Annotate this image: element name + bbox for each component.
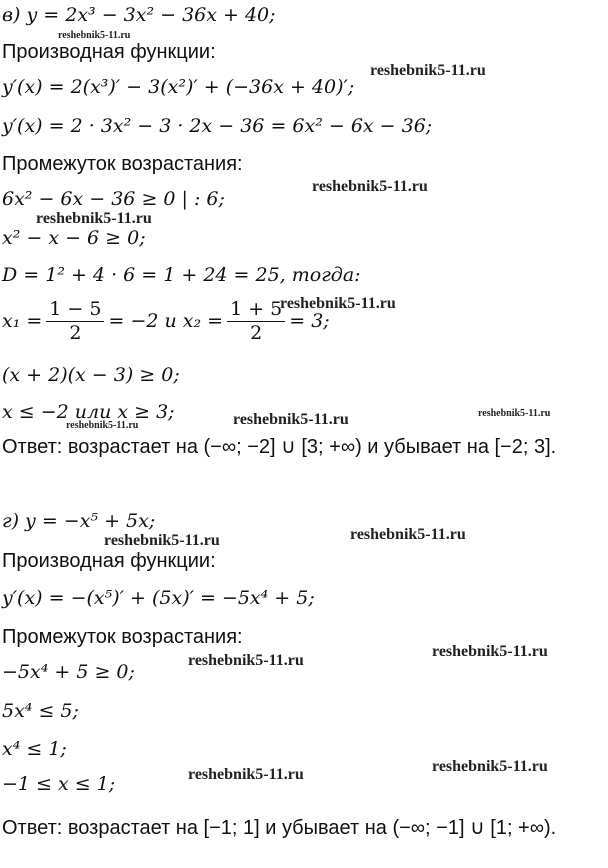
x1-label: x₁ = xyxy=(2,310,43,332)
x1-fraction xyxy=(46,300,104,343)
watermark: reshebnik5-11.ru xyxy=(432,758,548,775)
part-g-inequality-3: x⁴ ≤ 1; xyxy=(2,738,67,760)
watermark: reshebnik5-11.ru xyxy=(58,30,131,41)
watermark: reshebnik5-11.ru xyxy=(188,766,304,783)
part-g-inequality-2: 5x⁴ ≤ 5; xyxy=(2,700,79,722)
part-v-answer: Ответ: возрастает на (−∞; −2] ∪ [3; +∞) и убывает на [−2; 3]. xyxy=(2,436,557,458)
part-v-inequality-1: 6x² − 6x − 36 ≥ 0 | : 6; xyxy=(2,188,225,210)
part-v-inequality-2: x² − x − 6 ≥ 0; xyxy=(2,227,146,249)
part-v-title: в) y = 2x³ − 3x² − 36x + 40; xyxy=(2,4,276,26)
watermark: reshebnik5-11.ru xyxy=(350,526,466,543)
part-v-factored: (x + 2)(x − 3) ≥ 0; xyxy=(2,364,180,386)
part-g-derivative-line-1: y′(x) = −(x⁵)′ + (5x)′ = −5x⁴ + 5; xyxy=(2,587,315,609)
part-v-increase-heading: Промежуток возрастания: xyxy=(2,153,243,175)
watermark: reshebnik5-11.ru xyxy=(188,652,304,669)
x1-denominator: 2 xyxy=(69,322,82,344)
watermark: reshebnik5-11.ru xyxy=(36,210,152,227)
watermark: reshebnik5-11.ru xyxy=(280,295,396,312)
x1-numerator: 1 − 5 xyxy=(49,298,102,320)
watermark: reshebnik5-11.ru xyxy=(432,643,548,660)
x2-numerator: 1 + 5 xyxy=(230,298,283,320)
watermark: reshebnik5-11.ru xyxy=(312,178,428,195)
part-g-inequality-1: −5x⁴ + 5 ≥ 0; xyxy=(2,661,135,683)
part-g-solution: −1 ≤ x ≤ 1; xyxy=(2,773,116,795)
watermark: reshebnik5-11.ru xyxy=(370,62,486,79)
part-g-increase-heading: Промежуток возрастания: xyxy=(2,626,243,648)
part-v-solution: x ≤ −2 или x ≥ 3; xyxy=(2,401,175,423)
watermark: reshebnik5-11.ru xyxy=(104,532,220,549)
x1-result: = −2 и x₂ = xyxy=(108,310,224,332)
watermark: reshebnik5-11.ru xyxy=(233,411,349,428)
x2-result: = 3; xyxy=(289,310,330,332)
watermark: reshebnik5-11.ru xyxy=(66,420,139,431)
part-v-derivative-heading: Производная функции: xyxy=(2,41,216,63)
part-g-answer: Ответ: возрастает на [−1; 1] и убывает на (−∞; −1] ∪ [1; +∞). xyxy=(2,817,557,839)
part-g-title: г) y = −x⁵ + 5x; xyxy=(2,510,156,532)
part-g-derivative-heading: Производная функции: xyxy=(2,550,216,572)
part-v-derivative-line-2: y′(x) = 2 · 3x² − 3 · 2x − 36 = 6x² − 6x − 36; xyxy=(2,115,433,137)
watermark: reshebnik5-11.ru xyxy=(478,408,551,419)
x2-fraction xyxy=(227,300,285,343)
x2-denominator: 2 xyxy=(250,322,263,344)
part-v-derivative-line-1: y′(x) = 2(x³)′ − 3(x²)′ + (−36x + 40)′; xyxy=(2,76,355,98)
part-v-discriminant: D = 1² + 4 · 6 = 1 + 24 = 25, тогда: xyxy=(2,264,361,286)
